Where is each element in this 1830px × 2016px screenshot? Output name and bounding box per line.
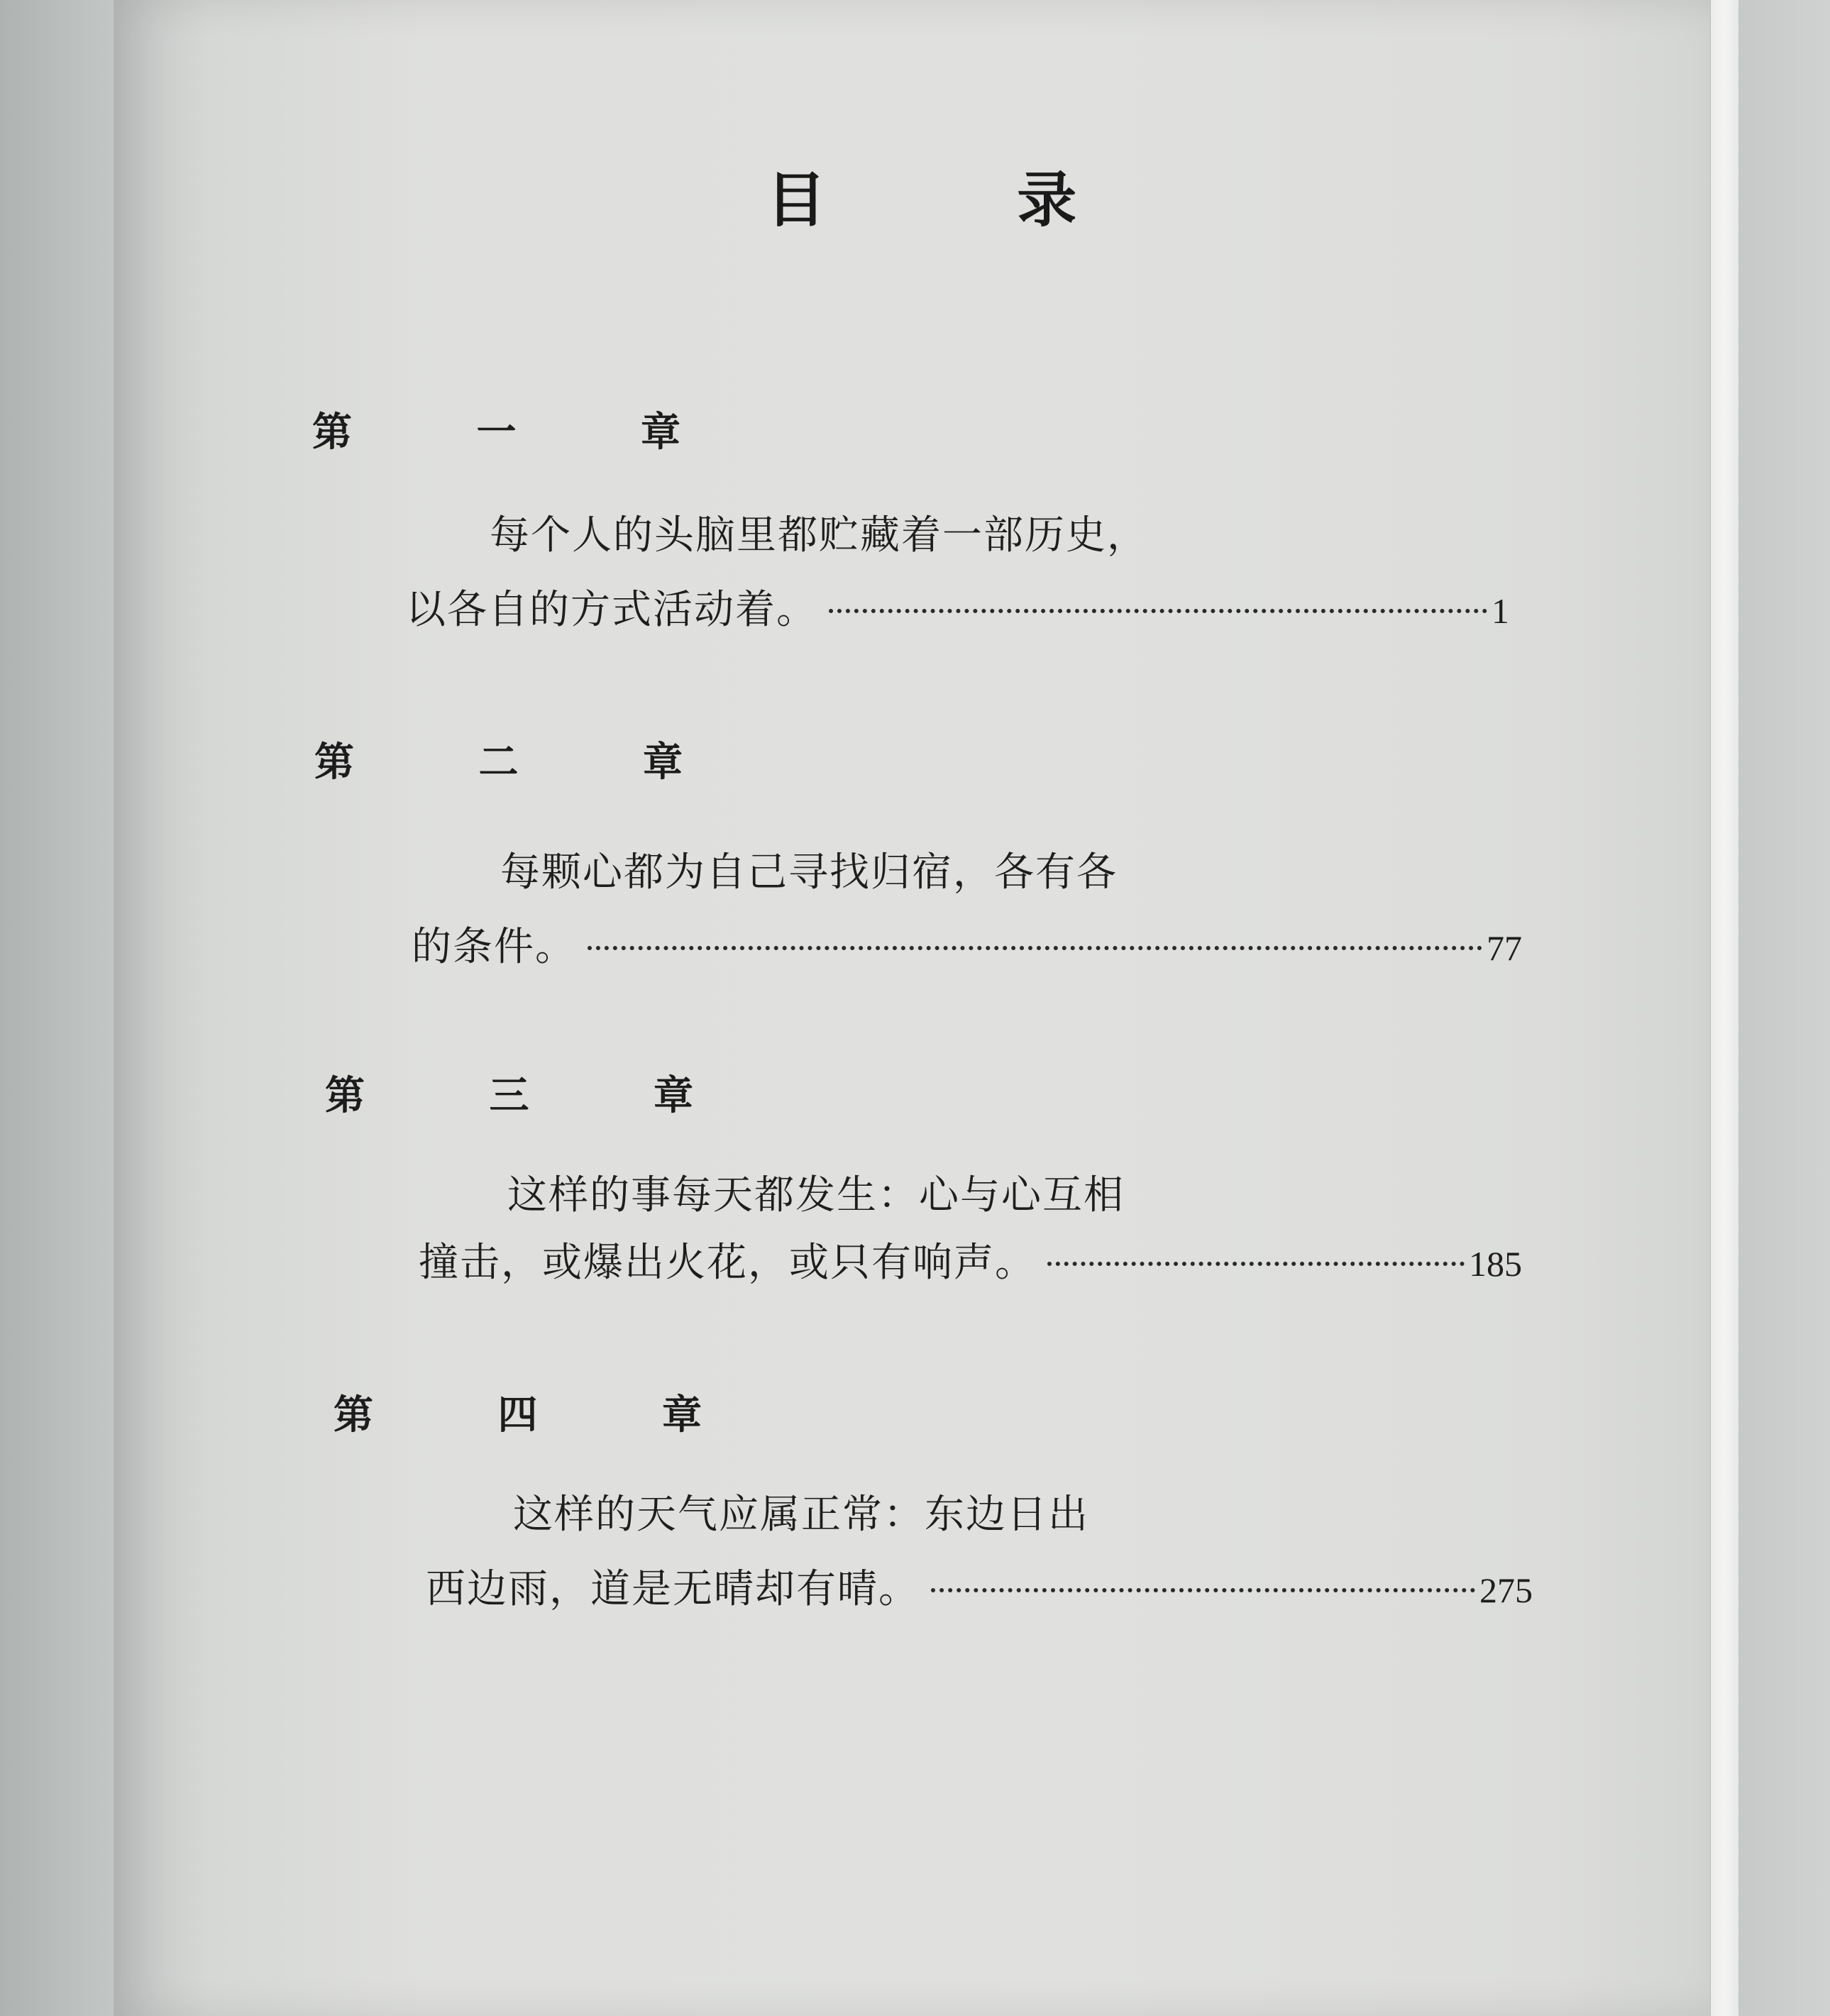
chapter-heading-4: 第 四 章 [334,1392,757,1438]
chapter-heading-3: 第 三 章 [325,1072,749,1119]
chapter-heading-2: 第 二 章 [314,739,738,786]
page-number: 185 [1469,1244,1522,1284]
chapter-1-title-line-1: 每个人的头脑里都贮藏着一部历史， [490,512,1148,558]
chapter-1-title-line-2: 以各自的方式活动着。 [406,587,817,633]
toc-entry-1[interactable] [406,578,1509,635]
page-number: 1 [1492,591,1509,631]
toc-entry-3[interactable] [419,1231,1522,1288]
book-page [114,0,1710,2016]
page-stack-edge [1710,0,1739,2016]
toc-entry-4[interactable] [426,1558,1533,1614]
dot-leader [931,1588,1475,1592]
chapter-3-title-line-2: 撞击，或爆出火花，或只有响声。 [419,1240,1036,1286]
page-number: 275 [1479,1570,1533,1610]
chapter-2-title-line-2: 的条件。 [412,924,576,970]
dot-leader [588,946,1482,950]
page-number: 77 [1487,928,1522,968]
dot-leader [1047,1262,1465,1266]
chapter-heading-1: 第 一 章 [312,409,736,456]
page-title: 目 录 [766,165,1162,235]
dot-leader [829,609,1487,613]
background-left [0,0,128,2016]
toc-entry-2[interactable] [412,915,1522,972]
chapter-3-title-line-1: 这样的事每天都发生：心与心互相 [507,1172,1125,1218]
chapter-4-title-line-1: 这样的天气应属正常：东边日出 [513,1492,1089,1538]
chapter-4-title-line-2: 西边雨，道是无晴却有晴。 [426,1566,920,1612]
chapter-2-title-line-1: 每颗心都为自己寻找归宿，各有各 [500,849,1118,896]
background-right [1738,0,1830,2016]
